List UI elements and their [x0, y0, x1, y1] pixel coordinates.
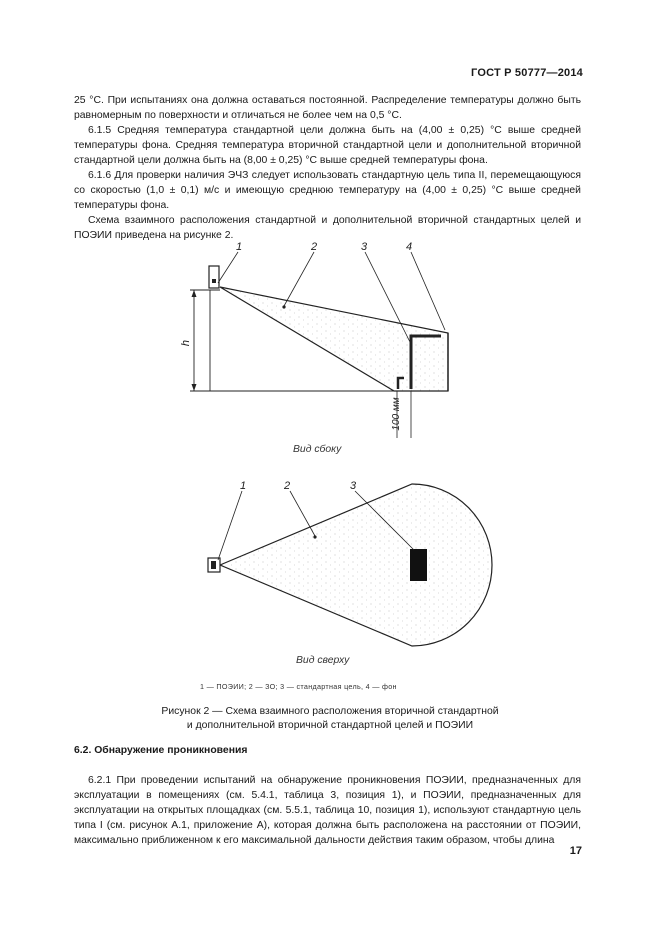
side-callout-3: 3: [361, 241, 368, 253]
page-number: 17: [569, 845, 582, 857]
top-view: [208, 480, 492, 646]
caption-line-2: и дополнительной вторичной стандартной целей и ПОЭИИ: [186, 720, 474, 731]
figure-caption: [110, 705, 550, 733]
figure-legend: 1 — ПОЭИИ; 2 — ЗО; 3 — стандартная цель, 4 — фон: [200, 682, 397, 691]
top-view-label: Вид сверху: [296, 655, 350, 666]
height-label: h: [180, 339, 192, 347]
paragraph-continuation: 25 °С. При испытаниях она должна оставаться постоянной. Распределение температуры должно быть равномерным по поверхности и отличаться не более чем на 0,5 °С.: [74, 95, 581, 121]
side-view-label: Вид сбоку: [293, 444, 342, 455]
distance-label: 100 мм: [391, 397, 402, 431]
sensor-side: [209, 266, 219, 288]
side-callout-4: 4: [406, 241, 413, 253]
top-callout-1: 1: [240, 480, 247, 492]
target-standard-top: [410, 549, 427, 581]
section-text: [74, 773, 581, 848]
detection-zone-top: [220, 484, 492, 646]
top-callout-3: 3: [350, 480, 357, 492]
paragraph-6-1-5: 6.1.5 Средняя температура стандартной цели должна быть на (4,00 ± 0,25) °С выше средней температуры фона. Средняя температура вторичной стандартной цели и дополнительной вторичной стандартной цели должна быть на (8,00 ± 0,25) °С выше средней температуры фона.: [74, 125, 581, 166]
caption-line-1: Рисунок 2 — Схема взаимного расположения вторичной стандартной: [161, 706, 499, 717]
document-code: ГОСТ Р 50777—2014: [471, 67, 583, 79]
detection-zone-side: [220, 287, 448, 391]
paragraph-6-1-6: 6.1.6 Для проверки наличия ЭЧЗ следует использовать стандартную цель типа II, перемещающуюся со скоростью (1,0 ± 0,1) м/с и имеющую среднюю температуру на (4,00 ± 0,25) °С выше средней температуры фона.: [74, 170, 581, 211]
paragraph-figure-ref: Схема взаимного расположения стандартной и дополнительной вторичной стандартных целей и ПОЭИИ приведена на рисунке 2.: [74, 215, 581, 241]
section-heading: 6.2. Обнаружение проникновения: [74, 745, 248, 756]
side-callout-2: 2: [311, 241, 318, 253]
top-callout-2: 2: [284, 480, 291, 492]
paragraph-6-2-1: 6.2.1 При проведении испытаний на обнаружение проникновения ПОЭИИ, предназначенных для эксплуатации в помещениях (см. 5.4.1, таблица 3, позиция 1), и ПОЭИИ, предназначенных для эксплуатации на открытых площадках (см. 5.5.1, таблица 10, позиция 1), используют стандартную цель типа I (см. рисунок А.1, приложение А), которая должна быть расположена на расстоянии от ПОЭИИ, максимально приближенном к его максимальной дальности действия таким образом, чтобы длина: [74, 775, 581, 846]
side-view: [180, 241, 448, 438]
side-callout-1: 1: [236, 241, 243, 253]
